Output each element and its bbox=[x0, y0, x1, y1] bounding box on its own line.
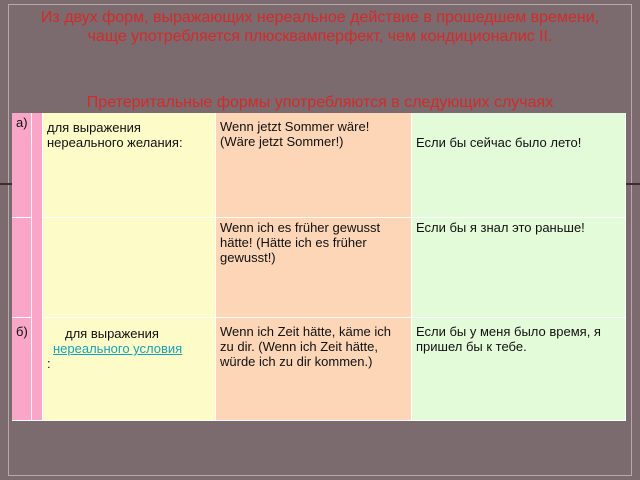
label-gutter bbox=[32, 113, 43, 421]
label-empty-cell bbox=[12, 218, 32, 318]
desc-a-cell bbox=[43, 113, 216, 218]
russian-row3-cell bbox=[412, 318, 626, 421]
desc-empty-cell bbox=[43, 218, 216, 318]
german-row1: Wenn jetzt Sommer wäre! (Wäre jetzt Sommer!) bbox=[220, 119, 370, 149]
russian-row2: Если бы я знал это раньше! bbox=[416, 220, 585, 235]
russian-row2-cell bbox=[412, 218, 626, 318]
desc-b-cell bbox=[43, 318, 216, 421]
russian-row1-cell bbox=[412, 113, 626, 218]
russian-row1: Если бы сейчас было лето! bbox=[416, 135, 582, 150]
german-row2-cell bbox=[216, 218, 412, 318]
examples-table bbox=[12, 113, 626, 421]
label-b: б) bbox=[16, 324, 28, 339]
german-row2: Wenn ich es früher gewusst hätte! (Hätte ich es früher gewusst!) bbox=[220, 220, 381, 265]
slide-title: Из двух форм, выражающих нереальное действие в прошедшем времени, чаще употребляется плюсквамперфект, чем кондиционалис II. bbox=[40, 9, 600, 45]
russian-row3: Если бы у меня было время, я пришел бы к тебе. bbox=[416, 324, 601, 354]
slide-subtitle: Претеритальные формы употребляются в следующих случаях bbox=[86, 94, 554, 111]
unreal-condition-link[interactable]: нереального условия bbox=[53, 341, 183, 356]
label-b-cell bbox=[12, 318, 32, 421]
label-a: а) bbox=[16, 115, 28, 130]
german-row3: Wenn ich Zeit hätte, käme ich zu dir. (Wenn ich Zeit hätte, würde ich zu dir kommen.) bbox=[220, 324, 392, 369]
german-row3-cell bbox=[216, 318, 412, 421]
desc-b-suffix: : bbox=[47, 356, 51, 371]
desc-a: для выражения нереального желания: bbox=[47, 120, 183, 150]
label-a-cell bbox=[12, 113, 32, 218]
german-row1-cell bbox=[216, 113, 412, 218]
desc-b-prefix: для выражения bbox=[65, 326, 159, 341]
divider-right bbox=[626, 183, 640, 185]
